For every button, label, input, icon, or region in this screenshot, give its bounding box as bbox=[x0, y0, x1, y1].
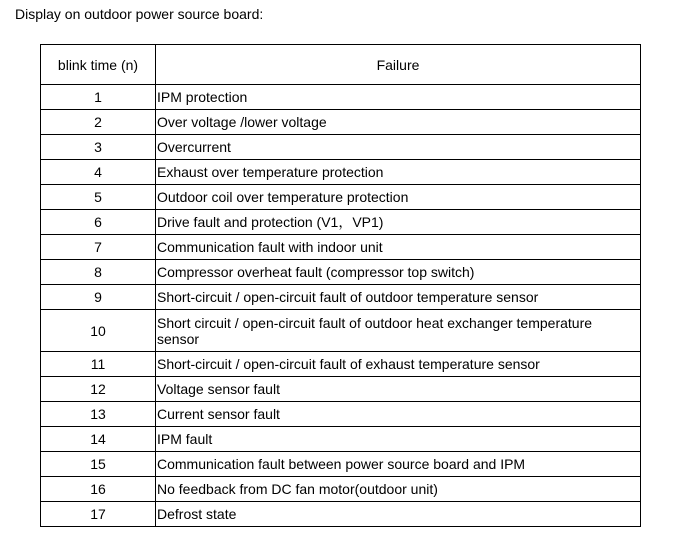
blink-count-cell: 14 bbox=[41, 427, 156, 452]
table-row bbox=[41, 477, 641, 502]
column-header-failure: Failure bbox=[156, 45, 641, 85]
column-header-blink-time: blink time (n) bbox=[41, 45, 156, 85]
table-row bbox=[41, 135, 641, 160]
failure-cell: Current sensor fault bbox=[156, 402, 641, 427]
table-row bbox=[41, 160, 641, 185]
blink-count-cell: 8 bbox=[41, 260, 156, 285]
table-row bbox=[41, 285, 641, 310]
table-row bbox=[41, 210, 641, 235]
failure-cell: Exhaust over temperature protection bbox=[156, 160, 641, 185]
failure-cell: IPM fault bbox=[156, 427, 641, 452]
table-row bbox=[41, 85, 641, 110]
blink-count-cell: 17 bbox=[41, 502, 156, 527]
blink-count-cell: 9 bbox=[41, 285, 156, 310]
failure-cell: Compressor overheat fault (compressor top switch) bbox=[156, 260, 641, 285]
failure-cell: Overcurrent bbox=[156, 135, 641, 160]
failure-cell: Short-circuit / open-circuit fault of outdoor temperature sensor bbox=[156, 285, 641, 310]
blink-count-cell: 7 bbox=[41, 235, 156, 260]
table-row bbox=[41, 310, 641, 352]
table-row bbox=[41, 260, 641, 285]
table-row bbox=[41, 185, 641, 210]
table-row bbox=[41, 402, 641, 427]
table-row bbox=[41, 377, 641, 402]
page-heading: Display on outdoor power source board: bbox=[15, 6, 264, 22]
table-row bbox=[41, 452, 641, 477]
failure-cell: Voltage sensor fault bbox=[156, 377, 641, 402]
failure-cell: IPM protection bbox=[156, 85, 641, 110]
blink-count-cell: 13 bbox=[41, 402, 156, 427]
failure-cell: Defrost state bbox=[156, 502, 641, 527]
blink-count-cell: 3 bbox=[41, 135, 156, 160]
table-row bbox=[41, 110, 641, 135]
blink-count-cell: 6 bbox=[41, 210, 156, 235]
failure-cell: Drive fault and protection (V1，VP1) bbox=[156, 210, 641, 235]
blink-code-table bbox=[40, 44, 641, 527]
blink-count-cell: 10 bbox=[41, 310, 156, 352]
failure-cell: Communication fault between power source board and IPM bbox=[156, 452, 641, 477]
failure-cell: Communication fault with indoor unit bbox=[156, 235, 641, 260]
table-header-row bbox=[41, 45, 641, 85]
blink-count-cell: 16 bbox=[41, 477, 156, 502]
blink-count-cell: 5 bbox=[41, 185, 156, 210]
table-row bbox=[41, 352, 641, 377]
failure-cell: Outdoor coil over temperature protection bbox=[156, 185, 641, 210]
failure-cell: No feedback from DC fan motor(outdoor unit) bbox=[156, 477, 641, 502]
blink-count-cell: 4 bbox=[41, 160, 156, 185]
table-row bbox=[41, 427, 641, 452]
failure-cell: Short circuit / open-circuit fault of outdoor heat exchanger temperature sensor bbox=[156, 310, 641, 352]
blink-count-cell: 11 bbox=[41, 352, 156, 377]
blink-count-cell: 1 bbox=[41, 85, 156, 110]
blink-count-cell: 12 bbox=[41, 377, 156, 402]
table-row bbox=[41, 235, 641, 260]
blink-count-cell: 2 bbox=[41, 110, 156, 135]
table-row bbox=[41, 502, 641, 527]
failure-cell: Short-circuit / open-circuit fault of exhaust temperature sensor bbox=[156, 352, 641, 377]
failure-cell: Over voltage /lower voltage bbox=[156, 110, 641, 135]
blink-count-cell: 15 bbox=[41, 452, 156, 477]
